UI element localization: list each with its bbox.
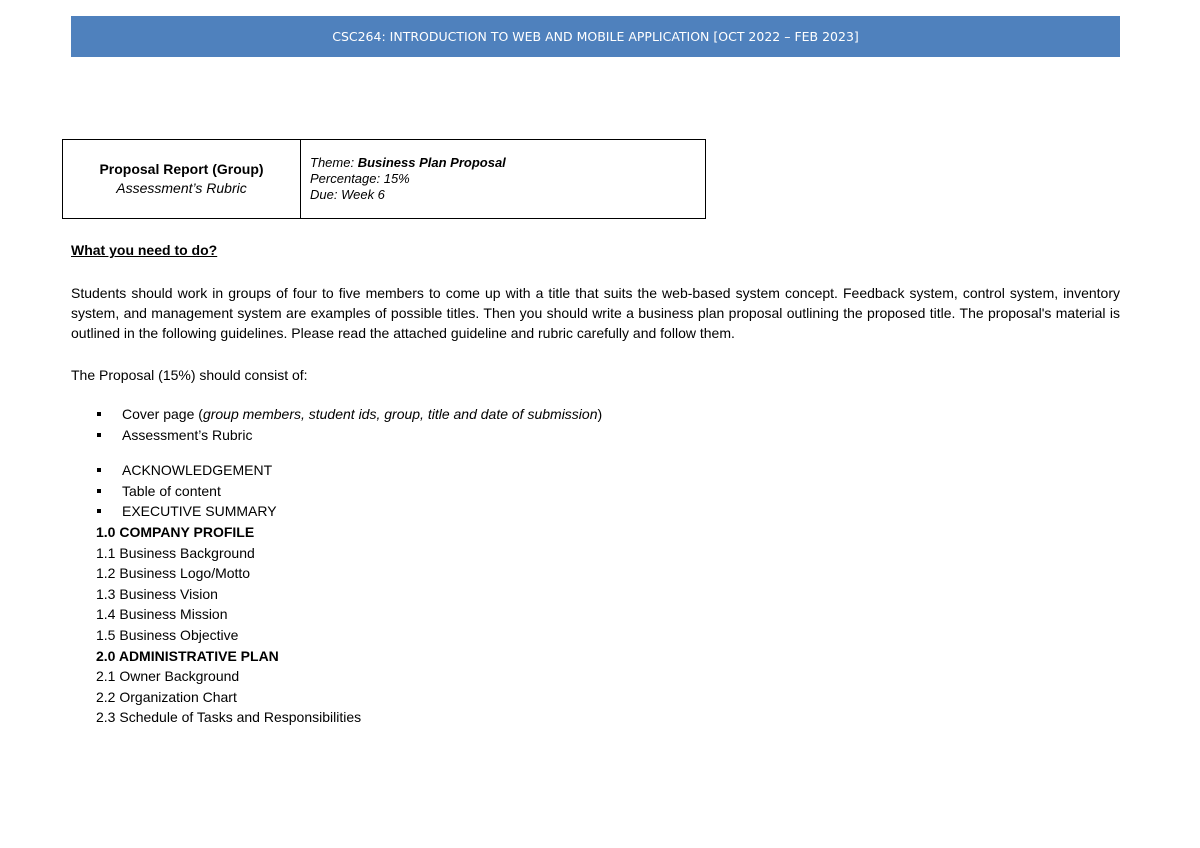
instructions-paragraph: Students should work in groups of four to five members to come up with a title that suits the web-based system concept. Feedback system, control system, inventory system, and management system are examples of possible titles. Then you should write a business plan proposal outlining the proposed title. The proposal's material is outlined in the following guidelines. Please read the attached guideline and rubric carefully and follow them. — [71, 285, 1120, 341]
requirements-list-2 — [96, 460, 277, 522]
assessment-title-cell — [63, 140, 301, 218]
list-item: EXECUTIVE SUMMARY — [96, 501, 277, 522]
percentage-line: Percentage: 15% — [310, 171, 410, 186]
list-item: Table of content — [96, 481, 277, 502]
requirements-list-1 — [96, 404, 602, 445]
outline-item: 2.1 Owner Background — [96, 668, 240, 685]
outline-item: 1.5 Business Objective — [96, 626, 239, 643]
assessment-subtitle: Assessment’s Rubric — [116, 180, 247, 196]
outline-item: 1.2 Business Logo/Motto — [96, 565, 251, 582]
outline-item: 2.2 Organization Chart — [96, 688, 237, 705]
assessment-info-table — [62, 139, 706, 219]
cover-prefix: Cover page ( — [122, 406, 203, 422]
outline-section-heading: 2.0 ADMINISTRATIVE PLAN — [96, 647, 279, 664]
list-item-cover-page — [96, 404, 602, 425]
cover-suffix: ) — [597, 406, 603, 422]
cover-details: group members, student ids, group, title and date of submission — [202, 406, 598, 422]
outline-item: 1.3 Business Vision — [96, 585, 218, 602]
consist-of-line: The Proposal (15%) should consist of: — [71, 367, 308, 383]
instructions-heading: What you need to do? — [71, 242, 218, 258]
list-item: ACKNOWLEDGEMENT — [96, 460, 277, 481]
assessment-details-cell — [301, 140, 705, 218]
course-header-bar — [71, 16, 1120, 57]
due-line: Due: Week 6 — [310, 187, 385, 202]
outline-item: 1.4 Business Mission — [96, 606, 228, 623]
outline-section-heading: 1.0 COMPANY PROFILE — [96, 524, 255, 540]
list-item-rubric: Assessment’s Rubric — [96, 425, 602, 446]
course-title: CSC264: INTRODUCTION TO WEB AND MOBILE APPLICATION [OCT 2022 – FEB 2023] — [332, 29, 859, 44]
theme-value: Business Plan Proposal — [357, 155, 506, 170]
assessment-title: Proposal Report (Group) — [99, 161, 264, 177]
outline-item: 2.3 Schedule of Tasks and Responsibilities — [96, 709, 362, 726]
theme-label: Theme: — [310, 155, 358, 170]
proposal-outline — [96, 522, 361, 728]
outline-item: 1.1 Business Background — [96, 544, 255, 561]
theme-line — [310, 155, 705, 171]
